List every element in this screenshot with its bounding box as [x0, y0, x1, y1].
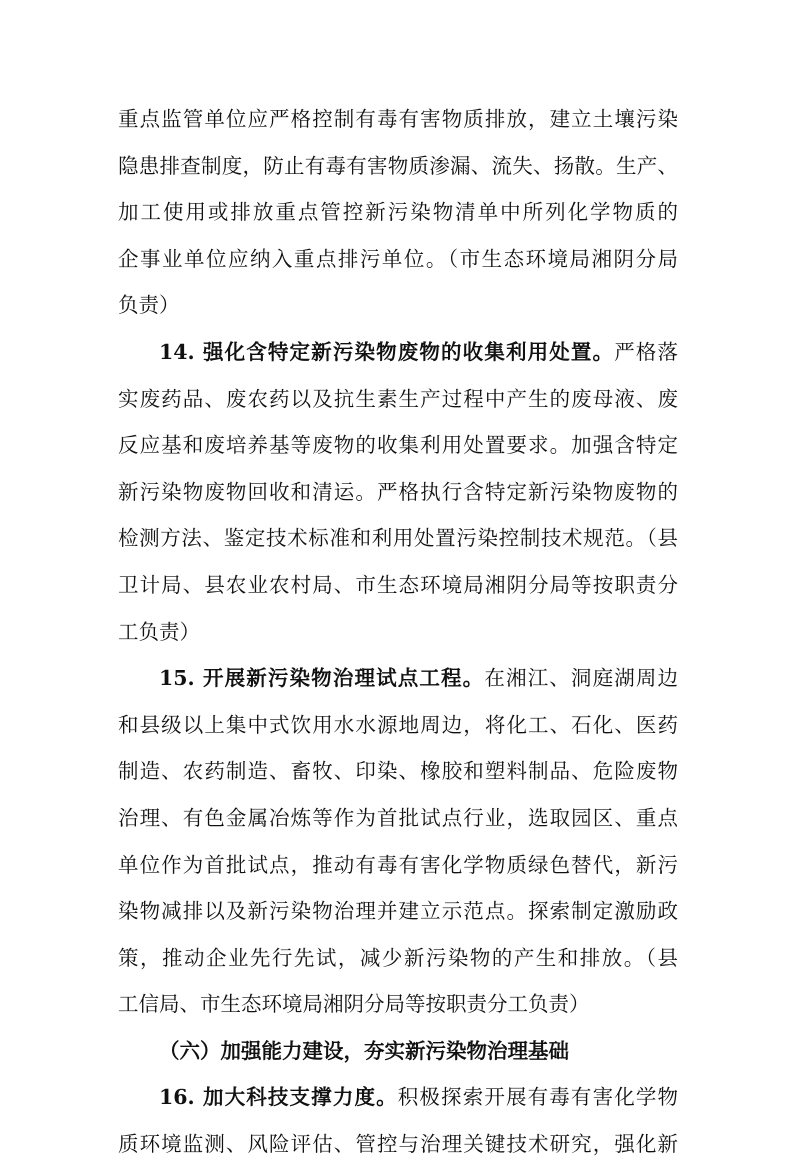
text-line: 重点监管单位应严格控制有毒有害物质排放，建立土壤污染 — [118, 107, 678, 131]
text-line: 染物减排以及新污染物治理并建立示范点。探索制定激励政 — [118, 899, 678, 924]
paragraph-13-continuation — [118, 96, 678, 329]
text-line: 反应基和废培养基等废物的收集利用处置要求。加强含特定 — [118, 433, 678, 458]
document-page — [118, 96, 678, 1168]
text-line: 和县级以上集中式饮用水水源地周边，将化工、石化、医药 — [118, 712, 678, 737]
paragraph-first-line — [118, 1074, 678, 1121]
text-line: 隐患排查制度，防止有毒有害物质渗漏、流失、扬散。生产、 — [118, 153, 678, 178]
paragraph-text: 严格落 — [614, 339, 678, 364]
text-line: 制造、农药制造、畜牧、印染、橡胶和塑料制品、危险废物 — [118, 759, 678, 784]
text-line: 工信局、市生态环境局湘阴分局等按职责分工负责） — [118, 992, 590, 1017]
paragraph-lead: 15. 开展新污染物治理试点工程。 — [159, 666, 485, 691]
text-line: 检测方法、鉴定技术标准和利用处置污染控制技术规范。（县 — [118, 526, 678, 551]
text-line: 负责） — [118, 293, 180, 318]
paragraph-15 — [118, 655, 678, 1028]
text-line: 单位作为首批试点，推动有毒有害化学物质绿色替代，新污 — [118, 852, 678, 877]
text-line: 策，推动企业先行先试，减少新污染物的产生和排放。（县 — [118, 945, 678, 970]
text-line: 质环境监测、风险评估、管控与治理关键技术研究，强化新 — [118, 1132, 678, 1157]
paragraph-16 — [118, 1074, 678, 1167]
paragraph-text: 在湘江、洞庭湖周边 — [484, 666, 679, 691]
text-line: 企事业单位应纳入重点排污单位。（市生态环境局湘阴分局 — [118, 246, 678, 271]
text-line: 治理、有色金属冶炼等作为首批试点行业，选取园区、重点 — [118, 805, 678, 830]
paragraph-lead: 16. 加大科技支撑力度。 — [159, 1085, 398, 1110]
text-line: 新污染物废物回收和清运。严格执行含特定新污染物废物的 — [118, 479, 678, 504]
paragraph-text: 积极探索开展有毒有害化学物 — [397, 1085, 679, 1110]
section-heading: （六）加强能力建设，夯实新污染物治理基础 — [159, 1038, 569, 1063]
paragraph-first-line — [118, 329, 678, 376]
text-line: 实废药品、废农药以及抗生素生产过程中产生的废母液、废 — [118, 386, 678, 411]
text-line: 工负责） — [118, 619, 200, 644]
text-line: 加工使用或排放重点管控新污染物清单中所列化学物质的 — [118, 200, 678, 225]
paragraph-14 — [118, 329, 678, 655]
paragraph-first-line — [118, 655, 678, 702]
paragraph-lead: 14. 强化含特定新污染物废物的收集利用处置。 — [159, 339, 615, 364]
text-line: 卫计局、县农业农村局、市生态环境局湘阴分局等按职责分 — [118, 572, 678, 597]
